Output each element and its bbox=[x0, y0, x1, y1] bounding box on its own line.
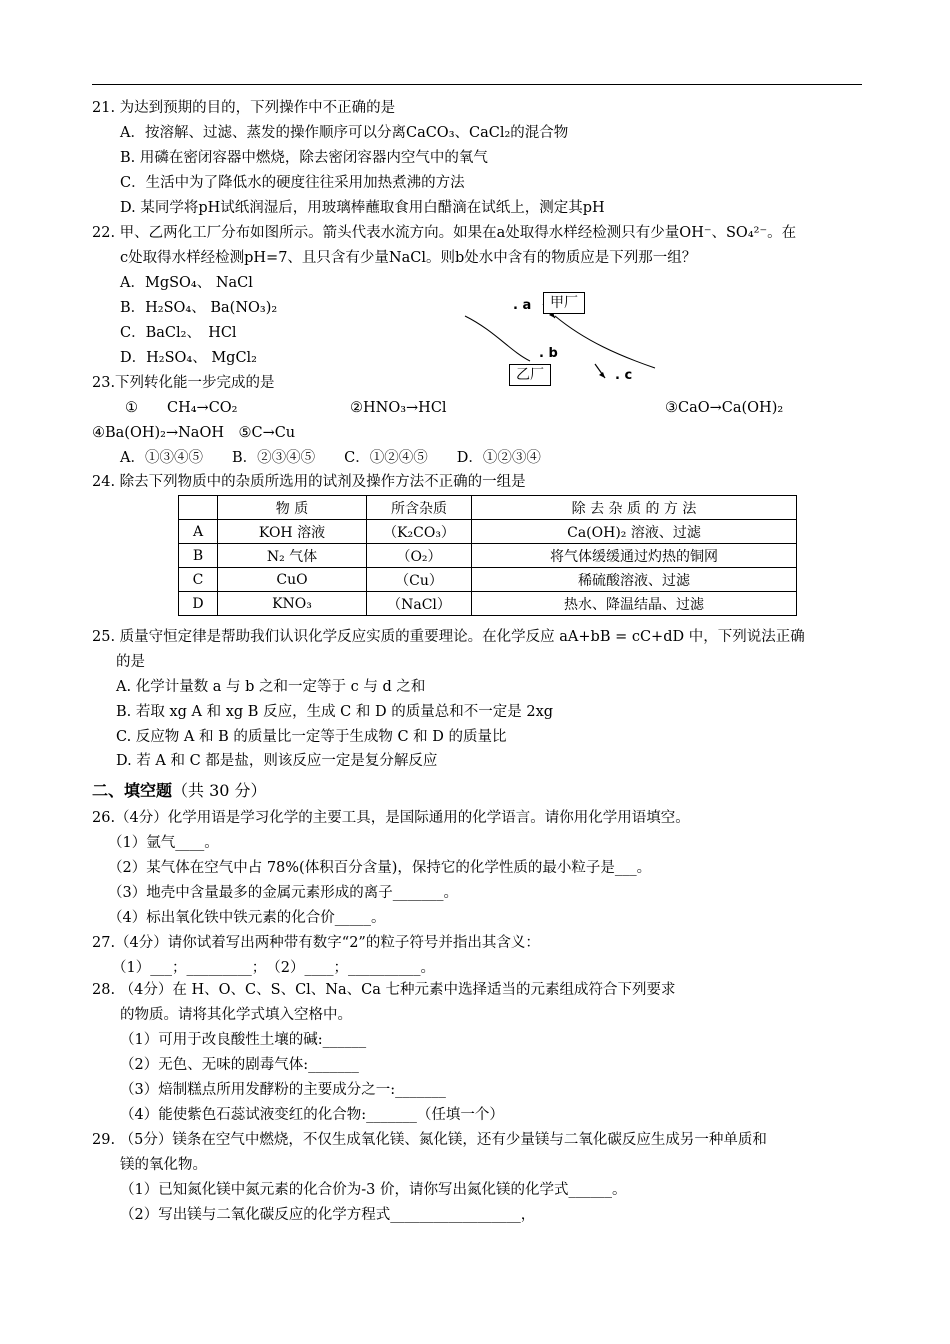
q29-item-1: （1）已知氮化镁中氮元素的化合价为-3 价，请你写出氮化镁的化学式______。 bbox=[120, 1182, 627, 1198]
q28-item-3: （3）焙制糕点所用发酵粉的主要成分之一:_______ bbox=[120, 1082, 446, 1098]
header-cell bbox=[179, 496, 218, 520]
header-cell: 所含杂质 bbox=[367, 496, 472, 520]
table-cell: 热水、降温结晶、过滤 bbox=[472, 592, 797, 616]
q29-stem-line1: 29. （5分）镁条在空气中燃烧，不仅生成氧化镁、氮化镁，还有少量镁与二氧化碳反应生成另一种单质和 bbox=[92, 1132, 767, 1148]
table-cell: KOH 溶液 bbox=[218, 520, 367, 544]
q21-option-c: C．生活中为了降低水的硬度往往采用加热煮沸的方法 bbox=[120, 175, 465, 191]
table-cell: 稀硫酸溶液、过滤 bbox=[472, 568, 797, 592]
table-cell: D bbox=[179, 592, 218, 616]
q21-option-d: D. 某同学将pH试纸润湿后，用玻璃棒蘸取食用白醋滴在试纸上，测定其pH bbox=[120, 200, 605, 216]
table-cell: C bbox=[179, 568, 218, 592]
q24-stem: 24. 除去下列物质中的杂质所选用的试剂及操作方法不正确的一组是 bbox=[92, 474, 526, 490]
table-cell: （K₂CO₃） bbox=[367, 520, 472, 544]
factory-diagram bbox=[455, 286, 665, 396]
table-cell: Ca(OH)₂ 溶液、过滤 bbox=[472, 520, 797, 544]
q25-option-a: A. 化学计量数 a 与 b 之和一定等于 c 与 d 之和 bbox=[116, 679, 426, 695]
q25-option-c: C. 反应物 A 和 B 的质量比一定等于生成物 C 和 D 的质量比 bbox=[116, 729, 507, 745]
q22-option-a: A．MgSO₄、 NaCl bbox=[120, 275, 253, 291]
q28-item-1: （1）可用于改良酸性土壤的碱:______ bbox=[120, 1032, 367, 1048]
q25-stem-line1: 25. 质量守恒定律是帮助我们认识化学反应实质的重要理论。在化学反应 aA+bB = cC+dD 中，下列说法正确 bbox=[92, 629, 805, 645]
q26-item-1: （1）氩气____。 bbox=[108, 835, 219, 851]
table-cell: CuO bbox=[218, 568, 367, 592]
q22-stem-line2: c处取得水样经检测pH=7、且只含有少量NaCl。则b处水中含有的物质应是下列那一组？ bbox=[120, 250, 697, 266]
q22-option-c: C．BaCl₂、 HCl bbox=[120, 325, 237, 341]
q21-option-b: B. 用磷在密闭容器中燃烧，除去密闭容器内空气中的氧气 bbox=[120, 150, 488, 166]
factory-yi-box: 乙厂 bbox=[509, 364, 551, 386]
q26-stem: 26.（4分）化学用语是学习化学的主要工具，是国际通用的化学语言。请你用化学用语填空。 bbox=[92, 810, 690, 826]
table-cell: （NaCl） bbox=[367, 592, 472, 616]
point-a-label: . a bbox=[513, 298, 532, 313]
q23-item-4-5: ④Ba(OH)₂→NaOH ⑤C→Cu bbox=[92, 425, 296, 441]
table-row bbox=[179, 544, 797, 568]
q22-option-d: D．H₂SO₄、 MgCl₂ bbox=[120, 350, 257, 366]
q26-item-4: （4）标出氧化铁中铁元素的化合价_____。 bbox=[108, 910, 386, 926]
header-cell: 物 质 bbox=[218, 496, 367, 520]
section-heading bbox=[92, 781, 267, 801]
q23-item-1: ① CH₄→CO₂ bbox=[125, 400, 238, 416]
q25-option-b: B. 若取 xg A 和 xg B 反应，生成 C 和 D 的质量总和不一定是 2xg bbox=[116, 704, 554, 720]
section-note: （共 30 分） bbox=[172, 781, 267, 800]
q25-option-d: D. 若 A 和 C 都是盐，则该反应一定是复分解反应 bbox=[116, 753, 438, 769]
table-cell: 将气体缓缓通过灼热的铜网 bbox=[472, 544, 797, 568]
q25-stem-line2: 的是 bbox=[116, 654, 145, 670]
q28-item-2: （2）无色、无味的剧毒气体:_______ bbox=[120, 1057, 359, 1073]
impurity-table bbox=[178, 495, 797, 616]
table-cell: （Cu） bbox=[367, 568, 472, 592]
header-cell: 除 去 杂 质 的 方 法 bbox=[472, 496, 797, 520]
q28-item-4: （4）能使紫色石蕊试液变红的化合物:_______（任填一个） bbox=[120, 1107, 504, 1123]
factory-jia-box: 甲厂 bbox=[543, 292, 585, 314]
q21-stem: 21. 为达到预期的目的，下列操作中不正确的是 bbox=[92, 100, 396, 116]
q26-item-2: （2）某气体在空气中占 78%(体积百分含量)，保持它的化学性质的最小粒子是___。 bbox=[108, 860, 652, 876]
q27-answer-line: （1）___；_________； （2）____；__________。 bbox=[112, 960, 435, 976]
top-rule bbox=[92, 84, 862, 85]
q28-stem-line2: 的物质。请将其化学式填入空格中。 bbox=[120, 1007, 352, 1023]
q21-option-a: A．按溶解、过滤、蒸发的操作顺序可以分离CaCO₃、CaCl₂的混合物 bbox=[120, 125, 569, 141]
table-cell: N₂ 气体 bbox=[218, 544, 367, 568]
q23-options: A．①③④⑤ B．②③④⑤ C．①②④⑤ D．①②③④ bbox=[120, 450, 541, 466]
q23-item-2: ②HNO₃→HCl bbox=[350, 400, 447, 416]
table-cell: KNO₃ bbox=[218, 592, 367, 616]
q22-option-b: B．H₂SO₄、 Ba(NO₃)₂ bbox=[120, 300, 278, 316]
section-title: 二、填空题 bbox=[92, 781, 173, 800]
point-b-label: . b bbox=[539, 346, 558, 361]
q27-stem: 27.（4分）请你试着写出两种带有数字“2”的粒子符号并指出其含义： bbox=[92, 935, 540, 951]
table-row bbox=[179, 568, 797, 592]
q29-stem-line2: 镁的氧化物。 bbox=[120, 1157, 207, 1173]
table-header-row bbox=[179, 496, 797, 520]
table-cell: B bbox=[179, 544, 218, 568]
q28-stem-line1: 28. （4分）在 H、O、C、S、Cl、Na、Ca 七种元素中选择适当的元素组成符合下列要求 bbox=[92, 982, 676, 998]
point-c-label: . c bbox=[615, 368, 633, 383]
q26-item-3: （3）地壳中含量最多的金属元素形成的离子_______。 bbox=[108, 885, 458, 901]
q29-item-2: （2）写出镁与二氧化碳反应的化学方程式__________________， bbox=[120, 1207, 536, 1223]
table-row bbox=[179, 520, 797, 544]
q23-stem: 23.下列转化能一步完成的是 bbox=[92, 375, 275, 391]
table-cell: （O₂） bbox=[367, 544, 472, 568]
q23-item-3: ③CaO→Ca(OH)₂ bbox=[665, 400, 784, 416]
table-cell: A bbox=[179, 520, 218, 544]
table-row bbox=[179, 592, 797, 616]
q22-stem-line1: 22. 甲、乙两化工厂分布如图所示。箭头代表水流方向。如果在a处取得水样经检测只有少量OH⁻、SO₄²⁻。在 bbox=[92, 225, 797, 241]
